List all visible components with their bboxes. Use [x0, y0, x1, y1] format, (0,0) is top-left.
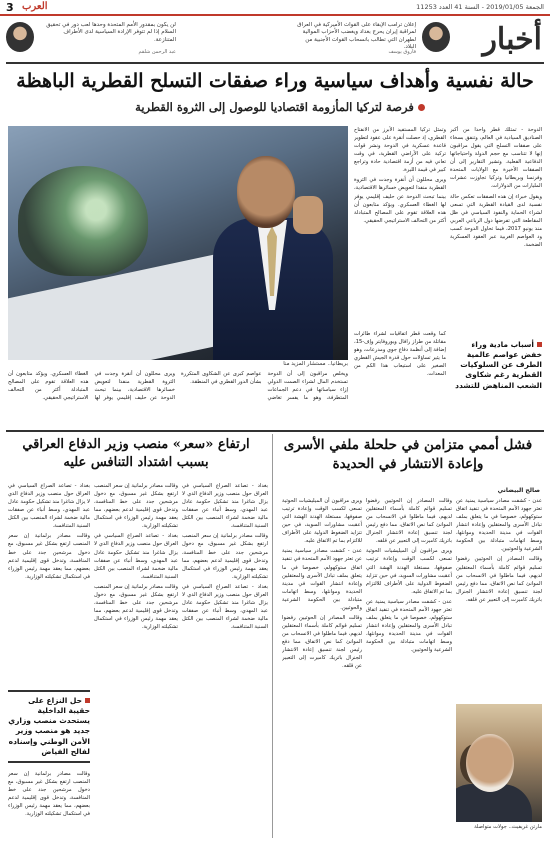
article-column [94, 482, 178, 832]
paragraph: ويقول خبراء إن هذه الصفقات تعكس حالة نفسية لدى القيادة القطرية التي تسعى لشراء الحماية والنفوذ السياسي في ظل المقاطعة التي تفرضها دول الرباعي العربي منذ يونيو 2017، فيما تحاول الدوحة كسب ود العواصم الغربية عبر العقود العسكرية الضخمة. [450, 193, 542, 248]
photo-caption: بريطانيا.. مستشار المزيد منا [283, 361, 348, 367]
masthead [0, 0, 550, 16]
photo-caption: مارتن غريفيث.. جولات متواصلة [474, 824, 542, 830]
article-column [354, 126, 446, 326]
section-label: أخبار [482, 22, 542, 57]
divider [6, 62, 544, 64]
iraq-headline: ارتفاع «سعر» منصب وزير الدفاع العراقي بسبب اشتداد التنافس عليه [22, 437, 250, 471]
article-column [8, 770, 90, 834]
paragraph: وقالت مصادر برلمانية إن سعر المنصب ارتفع بشكل غير مسبوق، مع دخول مرشحين جدد على خط المنافسة، وتدخل قوى إقليمية لدعم بعضهم، مما يعقد مهمة رئيس الوزراء في استكمال تشكيلته الوزارية. [8, 771, 90, 818]
thumbs-up-icon [293, 196, 323, 234]
paragraph: وقالت المصادر إن الحوثيين رفضوا تسليم قوائم كاملة بأسماء المعتقلين لديهم، فيما ماطلوا في الانسحاب من الموانئ كما نص الاتفاق، مما دفع رئيس لجنة تنسيق إعادة الانتشار الجنرال باتريك كاميرت إلى التعبير عن قلقه. [366, 498, 452, 545]
subhead-text: أسباب مادية وراء خفض عواصم عالمية الطرف عن السلوكيات القطرية رغم شكاوى الشعب المناهض للتشدد [455, 340, 542, 390]
paragraph: بغداد - تصاعد الصراع السياسي في العراق حول منصب وزير الدفاع الذي لا يزال شاغرا منذ تشكيل حكومة عادل عبد المهدي، وسط أنباء عن صفقات مالية ضخمة لشراء المنصب بين الكتل السنية المتنافسة. [182, 583, 268, 631]
yemen-photo [456, 704, 542, 822]
paragraph: الدوحة - تمتلك قطر واحدا من أكبر الصناديق السيادية في العالم، وتنفق بسخاء على صفقات التسلح التي يقول مراقبون إنها لا تتناسب مع حجم الدولة واحتياجاتها الدفاعية الفعلية. وتشير التقارير إلى أن الصفقات الأخيرة مع الولايات المتحدة وفرنسا وبريطانيا وتركيا تجاوزت عشرات المليارات من الدولارات. [450, 127, 542, 190]
article-column [366, 497, 452, 827]
official-figure [213, 156, 333, 360]
teaser-byline: عبد الرحمن شلقم [138, 49, 176, 56]
paragraph: عدن - كشفت مصادر سياسية يمنية عن تعثر جهود الأمم المتحدة في تنفيذ اتفاق ستوكهولم، خصوصا في ما يتعلق بملف تبادل الأسرى والمعتقلين وإعادة انتشار القوات في مدينة الحديدة وموانئها، وسط اتهامات متبادلة بين الحكومة الشرعية والحوثيين. [456, 498, 542, 553]
teaser-text: لن يكون بمقدور الأمم المتحدة وحدها لعب دور في تحقيق السلام إذا لم تتوفر الإرادة السياسية لدى الأطراف المتنازعة. [46, 22, 176, 43]
article-column [456, 497, 542, 695]
article-column [182, 482, 268, 832]
paragraph: عدن - كشفت مصادر سياسية يمنية عن تعثر جهود الأمم المتحدة في تنفيذ اتفاق ستوكهولم، خصوصا في ما يتعلق بملف تبادل الأسرى والمعتقلين وإعادة انتشار القوات في مدينة الحديدة وموانئها، وسط اتهامات متبادلة بين الحكومة الشرعية والحوثيين. [366, 598, 452, 654]
teaser-byline: فاروق يوسف [388, 49, 416, 56]
lead-subheadline [70, 100, 490, 114]
column-divider [272, 434, 273, 838]
jet-cockpit [18, 166, 148, 276]
yemen-headline: فشل أممي متزامن في حلحلة ملفي الأسرى وإعادة الانتشار في الحديدة [283, 437, 533, 472]
date-line: الجمعة 2019/01/05 - السنة 41 العدد 11253 [416, 3, 544, 11]
paragraph: ويرى محللون أن أنقرة وجدت في الثروة القطرية منفذا لتعويض خسائرها الاقتصادية، بينما تبحث الدوحة عن حليف إقليمي يوفر لها الغطاء العسكري. ويؤكد متابعون أن هذه العلاقة تقوم على المصالح المتبادلة أكثر من التحالف الاستراتيجي الحقيقي. [8, 371, 175, 402]
article-column [8, 370, 348, 426]
paragraph: ويرى محللون أن أنقرة وجدت في الثروة القطرية منفذا لتعويض خسائرها الاقتصادية، بينما تبحث الدوحة عن حليف إقليمي يوفر لها الغطاء العسكري. ويؤكد متابعون أن هذه العلاقة تقوم على المصالح المتبادلة أكثر من التحالف الاستراتيجي الحقيقي. [354, 177, 446, 224]
article-column [8, 482, 90, 682]
teaser-text: إعلان ترامب الإبقاء على القوات الأميركية في العراق لمراقبة إيران يحرج بغداد ويغضب الأحزاب الموالية لطهران التي تطالب بانسحاب القوات الأجنبية من البلاد. [297, 22, 416, 51]
paragraph: بغداد - تصاعد الصراع السياسي في العراق حول منصب وزير الدفاع الذي لا يزال شاغرا منذ تشكيل حكومة عادل عبد المهدي، وسط أنباء عن صفقات مالية ضخمة لشراء المنصب بين الكتل السنية المتنافسة. [8, 483, 90, 530]
paragraph: وقالت مصادر برلمانية إن سعر المنصب ارتفع بشكل غير مسبوق، مع دخول مرشحين جدد على خط المنافسة، وتدخل قوى إقليمية لدعم بعضهم، مما يعقد مهمة رئيس الوزراء في استكمال تشكيلته الوزارية. [94, 483, 178, 530]
paragraph: وتمثل تركيا المستفيد الأبرز من الانفتاح القطري، إذ حصلت أنقرة على عقود لتطوير قاعدة عسكرية في الدوحة ونشر قوات تركية على الأراضي القطرية، في وقت تعاني فيه من أزمة اقتصادية حادة وتراجع كبير في قيمة الليرة. [354, 127, 446, 174]
pull-quote [8, 690, 90, 763]
paragraph: بغداد - تصاعد الصراع السياسي في العراق حول منصب وزير الدفاع الذي لا يزال شاغرا منذ تشكيل حكومة عادل عبد المهدي، وسط أنباء عن صفقات مالية ضخمة لشراء المنصب بين الكتل السنية المتنافسة. [182, 483, 268, 530]
columnist-photo [6, 22, 34, 52]
paragraph: وقالت المصادر إن الحوثيين رفضوا تسليم قوائم كاملة بأسماء المعتقلين لديهم، فيما ماطلوا في الانسحاب من الموانئ كما نص الاتفاق، مما دفع رئيس لجنة تنسيق إعادة الانتشار الجنرال باتريك كاميرت إلى التعبير عن قلقه. [282, 614, 362, 670]
newspaper-logo: العرب [22, 1, 48, 12]
lead-headline: حالة نفسية وأهداف سياسية وراء صفقات التسلح القطرية الباهظة [16, 70, 534, 92]
article-subhead [450, 340, 542, 391]
paragraph: عدن - كشفت مصادر سياسية يمنية عن تعثر جهود الأمم المتحدة في تنفيذ اتفاق ستوكهولم، خصوصا في ما يتعلق بملف تبادل الأسرى والمعتقلين وإعادة انتشار القوات في مدينة الحديدة وموانئها، وسط اتهامات متبادلة بين الحكومة الشرعية والحوثيين. [282, 548, 362, 611]
paragraph: بغداد - تصاعد الصراع السياسي في العراق حول منصب وزير الدفاع الذي لا يزال شاغرا منذ تشكيل حكومة عادل عبد المهدي، وسط أنباء عن صفقات مالية ضخمة لشراء المنصب بين الكتل السنية المتنافسة. [94, 533, 178, 580]
paragraph: وقالت مصادر برلمانية إن سعر المنصب ارتفع بشكل غير مسبوق، مع دخول مرشحين جدد على خط المنافسة، وتدخل قوى إقليمية لدعم بعضهم، مما يعقد مهمة رئيس الوزراء في استكمال تشكيلته الوزارية. [94, 583, 178, 631]
square-bullet-icon [537, 342, 542, 347]
paragraph: ويرى مراقبون أن الميليشيات الحوثية تسعى لكسب الوقت وإعادة ترتيب صفوفها، مستغلة الهدنة الهشة التي أعقبت مشاورات السويد، في حين تتزايد الضغوط الدولية على الأطراف للالتزام بما تم الاتفاق عليه. [282, 498, 362, 545]
article-column [354, 330, 446, 426]
bullet-icon [418, 104, 425, 111]
pull-quote-text: حل النزاع على حقيبة الداخلية يستحدث منصب وزاري جديد هو منصب وزير الأمن الوطني وإسناده لفالح الفياض [8, 696, 90, 756]
page-number: 3 [6, 1, 14, 14]
paragraph: وقالت مصادر برلمانية إن سعر المنصب ارتفع بشكل غير مسبوق، مع دخول مرشحين جدد على خط المنافسة، وتدخل قوى إقليمية لدعم بعضهم، مما يعقد مهمة رئيس الوزراء في استكمال تشكيلته الوزارية. [8, 533, 90, 580]
author-byline: صالح البيضاني [497, 487, 540, 494]
opinion-teaser[interactable] [6, 20, 176, 56]
paragraph: ويخلص مراقبون إلى أن الدوحة تستخدم المال لشراء الصمت الدولي إزاء سياساتها في دعم الجماعات المتطرفة، وهو ما يفسر تغاضي عواصم كبرى عن الشكاوى المتكررة بشأن الدور القطري في المنطقة. [181, 371, 348, 402]
square-bullet-icon [85, 698, 90, 703]
paragraph: وقالت مصادر برلمانية إن سعر المنصب ارتفع بشكل غير مسبوق، مع دخول مرشحين جدد على خط المنافسة، وتدخل قوى إقليمية لدعم بعضهم، مما يعقد مهمة رئيس الوزراء في استكمال تشكيلته الوزارية. [182, 533, 268, 580]
divider [6, 430, 544, 432]
paragraph: وقالت المصادر إن الحوثيين رفضوا تسليم قوائم كاملة بأسماء المعتقلين لديهم، فيما ماطلوا في الانسحاب من الموانئ كما نص الاتفاق، مما دفع رئيس لجنة تنسيق إعادة الانتشار الجنرال باتريك كاميرت إلى التعبير عن قلقه. [456, 556, 542, 603]
paragraph: ويرى مراقبون أن الميليشيات الحوثية تسعى لكسب الوقت وإعادة ترتيب صفوفها، مستغلة الهدنة الهشة التي أعقبت مشاورات السويد، في حين تتزايد الضغوط الدولية على الأطراف للالتزام بما تم الاتفاق عليه. [366, 548, 452, 595]
lead-photo [8, 126, 348, 360]
paragraph: كما وقعت قطر اتفاقيات لشراء طائرات مقاتلة من طراز رافال ويوروفايتر وإف-15، إضافة إلى أنظمة دفاع جوي ومدرعات، وهو ما يثير تساؤلات حول قدرة الجيش القطري الصغير على استيعاب هذا الكم من المعدات. [354, 331, 446, 378]
lead-subheadline-text: فرصة لتركيا المأزومة اقتصاديا للوصول إلى الثروة القطرية [135, 100, 414, 114]
columnist-photo [422, 22, 450, 52]
opinion-teaser[interactable] [290, 20, 450, 56]
article-column [282, 497, 362, 827]
